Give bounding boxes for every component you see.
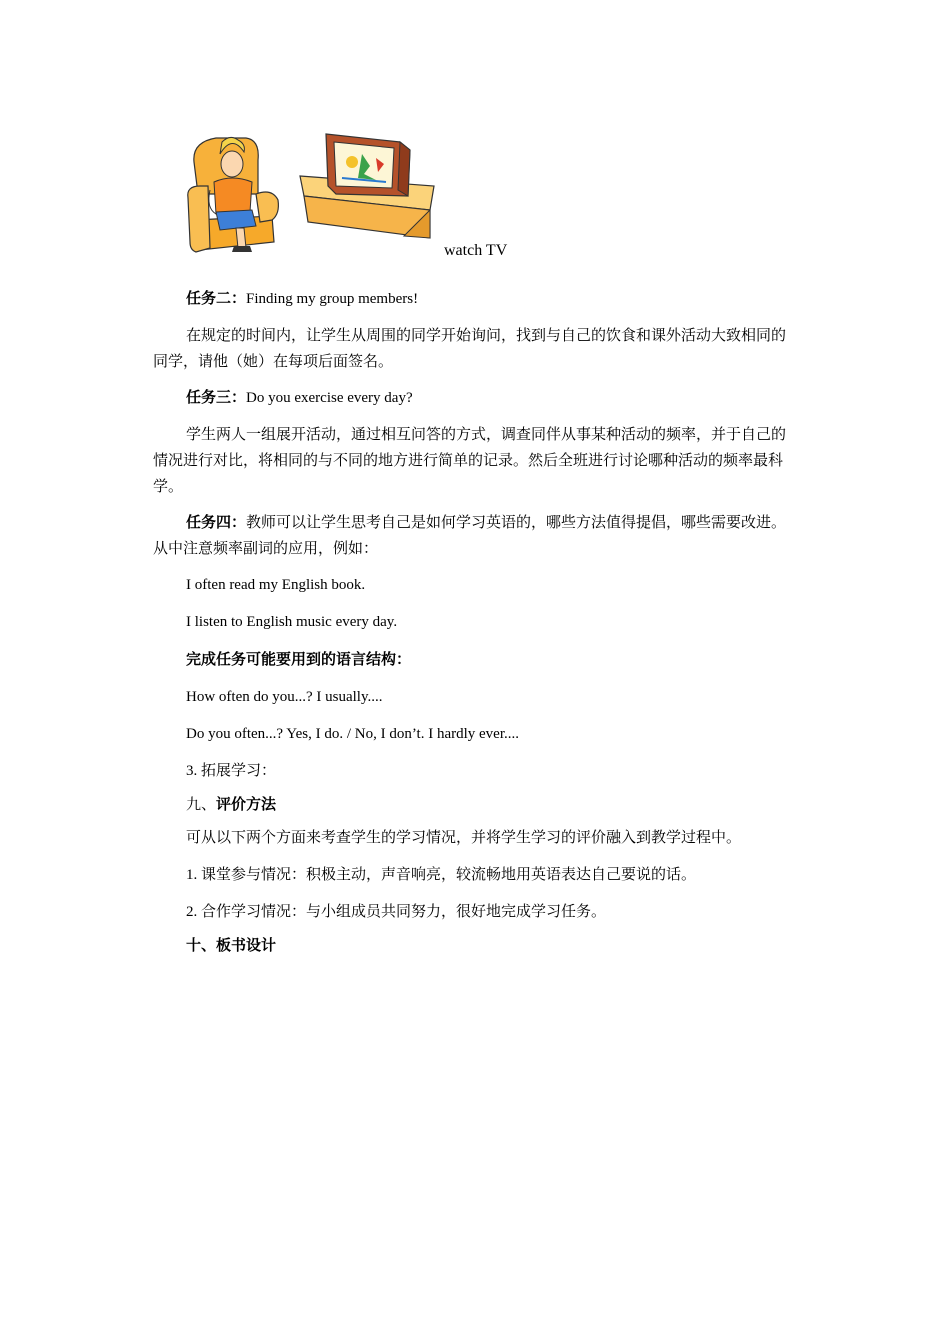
- television-icon: [300, 134, 434, 238]
- section9-item-2: 2. 合作学习情况：与小组成员共同努力，很好地完成学习任务。: [186, 904, 607, 920]
- task3-label: 任务三：: [186, 390, 247, 406]
- task4-body: 教师可以让学生思考自己是如何学习英语的，哪些方法值得提倡，哪些需要改进。从中注意频率副词的应用，例如：: [153, 515, 787, 557]
- task3-title: Do you exercise every day?: [246, 390, 413, 406]
- task3-body: 学生两人一组展开活动，通过相互问答的方式，调查同伴从事某种活动的频率，并于自己的情况进行对比，将相同的与不同的地方进行简单的记录。然后全班进行讨论哪种活动的频率最科学。: [153, 427, 787, 495]
- section9-intro: 可从以下两个方面来考查学生的学习情况，并将学生学习的评价融入到教学过程中。: [186, 830, 742, 846]
- structures-heading: 完成任务可能要用到的语言结构：: [186, 652, 412, 668]
- task4-label: 任务四：: [186, 515, 247, 531]
- section10-title: 板书设计: [216, 938, 277, 954]
- example-line-1: I often read my English book.: [186, 577, 366, 593]
- structure-line-2: Do you often...? Yes, I do. / No, I don’t. I hardly ever....: [186, 726, 520, 742]
- extension-line: 3. 拓展学习：: [186, 763, 277, 779]
- section10-heading: [186, 935, 276, 957]
- illustration-caption: watch TV: [444, 242, 508, 259]
- task2-label: 任务二：: [186, 291, 247, 307]
- structure-line-1: How often do you...? I usually....: [186, 689, 383, 705]
- section9-number: 九、: [186, 797, 217, 813]
- section9-title: 评价方法: [216, 797, 277, 813]
- task3-heading: [186, 387, 413, 409]
- task2-heading: [186, 288, 418, 310]
- example-line-2: I listen to English music every day.: [186, 614, 398, 630]
- watch-tv-illustration: [186, 124, 436, 260]
- task2-body: 在规定的时间内，让学生从周围的同学开始询问，找到与自己的饮食和课外活动大致相同的同学，请他（她）在每项后面签名。: [153, 328, 787, 370]
- task2-title: Finding my group members!: [246, 291, 419, 307]
- section10-number: 十、: [186, 938, 217, 954]
- task4-paragraph: [153, 510, 799, 562]
- section9-heading: [186, 794, 276, 816]
- section9-item-1: 1. 课堂参与情况：积极主动，声音响亮，较流畅地用英语表达自己要说的话。: [186, 867, 697, 883]
- girl-on-armchair-icon: [188, 137, 279, 252]
